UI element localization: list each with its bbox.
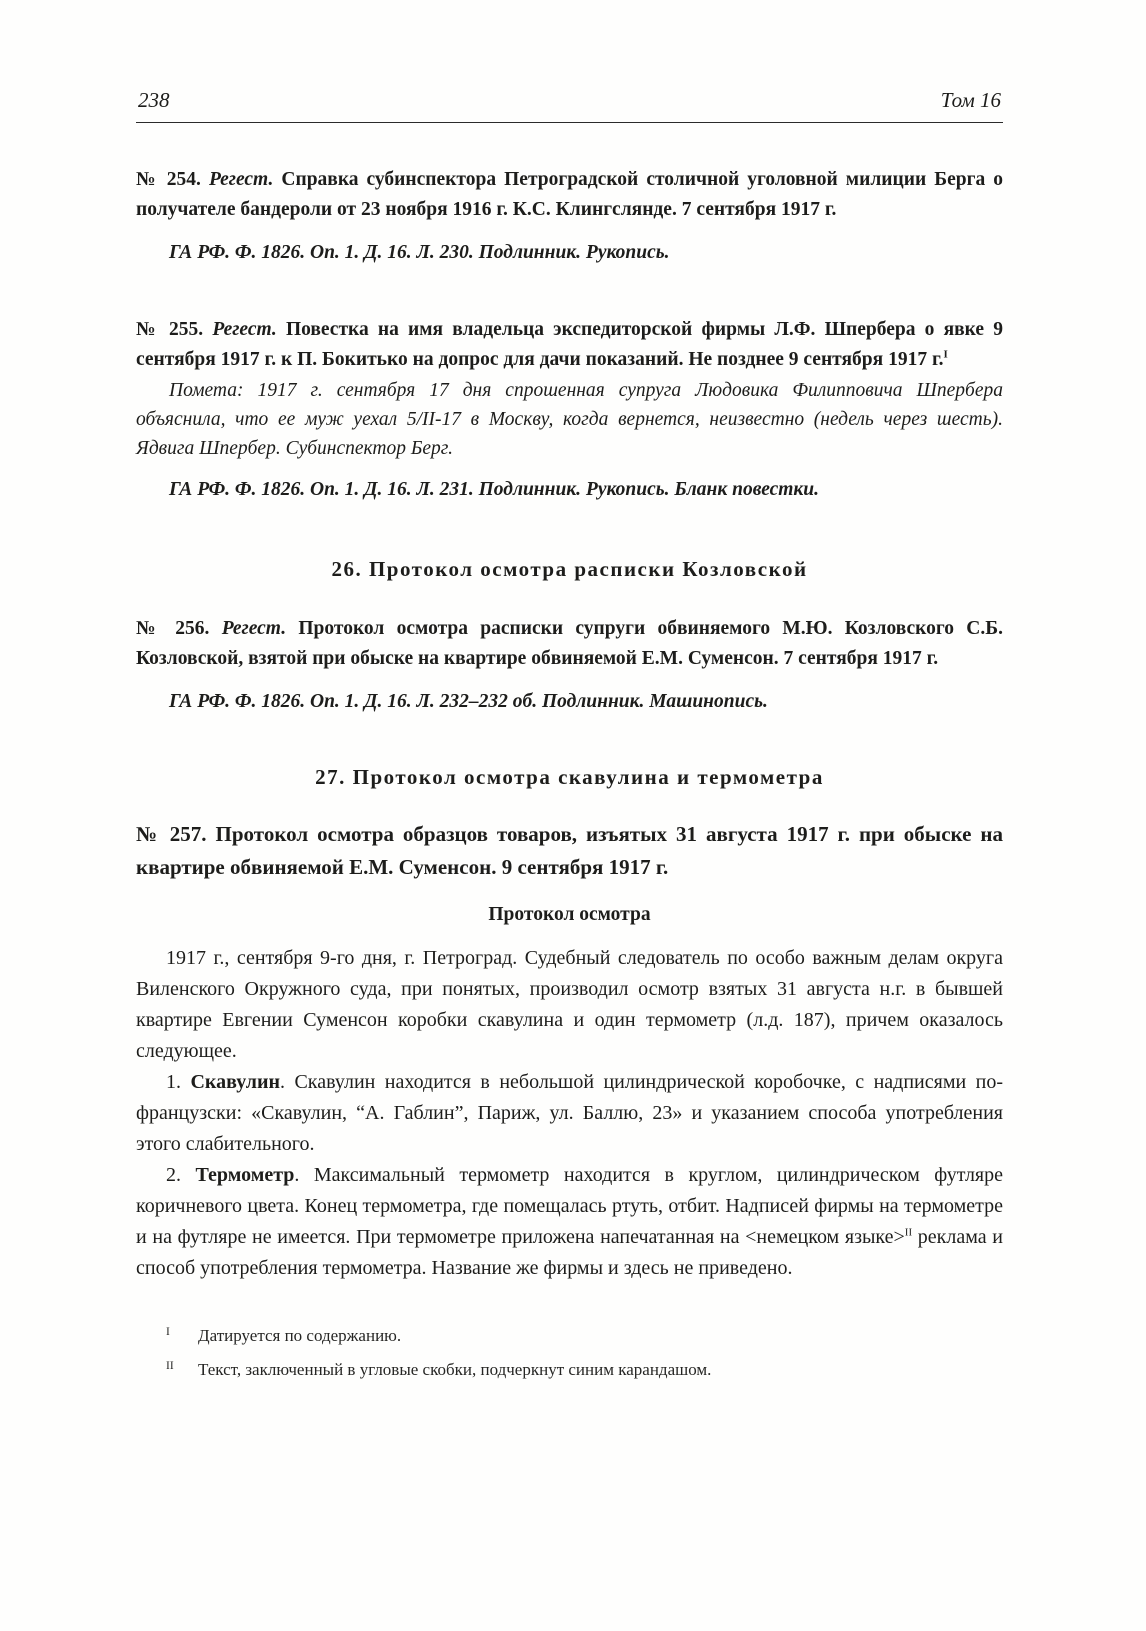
item-2-number: 2. [166, 1164, 196, 1186]
entry-255-archive-reference: ГА РФ. Ф. 1826. Оп. 1. Д. 16. Л. 231. Подлинник. Рукопись. Бланк повестки. [169, 479, 820, 500]
protocol-paragraph-1: 1917 г., сентября 9-го дня, г. Петроград. Судебный следователь по особо важным делам округа Виленского Окружного суда, при понятых, производил осмотр взятых 31 августа н.г. в бывшей квартире Евгении Суменсон коробки скавулина и один термометр (л.д. 187), причем оказалось следующее. [136, 947, 1003, 1062]
volume-label: Том 16 [940, 88, 1001, 112]
entry-255-regest-label: Регест. [212, 319, 277, 340]
item-1-text: . Скавулин находится в небольшой цилиндрической коробочке, с надписями по-французски: «Скавулин, “А. Габлин”, Париж, ул. Баллю, 23» и указанием способа употребления этого слабительного. [136, 1071, 1003, 1155]
entry-256-archive-reference: ГА РФ. Ф. 1826. Оп. 1. Д. 16. Л. 232–232 об. Подлинник. Машинопись. [169, 691, 768, 712]
protocol-item-1 [136, 1067, 1003, 1160]
entry-255-heading [136, 315, 1003, 374]
footnotes-block [136, 1324, 1003, 1382]
item-1-number: 1. [166, 1071, 191, 1093]
entry-255-number: № 255. [136, 319, 204, 340]
section-26-heading: 26. Протокол осмотра расписки Козловской [331, 557, 808, 581]
item-2-text-after: реклама и способ употребления термометра. Название же фирмы и здесь не приведено. [136, 1226, 1003, 1279]
footnote-2-text: Текст, заключенный в угловые скобки, подчеркнут синим карандашом. [198, 1360, 712, 1379]
entry-254-heading [136, 165, 1003, 224]
entry-254-number: № 254. [136, 169, 201, 190]
entry-254-archive-reference: ГА РФ. Ф. 1826. Оп. 1. Д. 16. Л. 230. Подлинник. Рукопись. [169, 242, 670, 263]
section-27-heading: 27. Протокол осмотра скавулина и термометра [315, 765, 824, 789]
entry-256-heading [136, 614, 1003, 673]
entry-255-pometa-note: Помета: 1917 г. сентября 17 дня спрошенная супруга Людовика Филипповича Шпербера объяснила, что ее муж уехал 5/II-17 в Москву, когда вернется, неизвестно (недель через шесть). Ядвига Шпербер. Субинспектор Берг. [136, 380, 1003, 459]
protocol-subheading: Протокол осмотра [488, 904, 651, 925]
footnote-1-marker: I [166, 1326, 170, 1338]
footnote-2-marker: II [166, 1360, 174, 1372]
item-2-footnote-marker: II [904, 1226, 913, 1239]
entry-255-title: Повестка на имя владельца экспедиторской фирмы Л.Ф. Шпербера о явке 9 сентября 1917 г. к П. Бокитько на допрос для дачи показаний. Не позднее 9 сентября 1917 г. [136, 319, 1003, 370]
entry-257-heading: № 257. Протокол осмотра образцов товаров, изъятых 31 августа 1917 г. при обыске на квартире обвиняемой Е.М. Суменсон. 9 сентября 1917 г. [136, 822, 1003, 879]
entry-256-title: Протокол осмотра расписки супруги обвиняемого М.Ю. Козловского С.Б. Козловской, взятой при обыске на квартире обвиняемой Е.М. Суменсон. 7 сентября 1917 г. [136, 618, 1003, 669]
footnote-1 [166, 1324, 1003, 1348]
entry-254-title: Справка субинспектора Петроградской столичной уголовной милиции Берга о получателе бандероли от 23 ноября 1916 г. К.С. Клингслянде. 7 сентября 1917 г. [136, 169, 1004, 220]
entry-256-regest-label: Регест. [221, 618, 287, 639]
item-1-term: Скавулин [190, 1071, 281, 1093]
footnote-1-text: Датируется по содержанию. [198, 1326, 402, 1345]
footnote-2 [166, 1358, 1003, 1382]
entry-255-footnote-marker: I [943, 348, 948, 360]
entry-254-regest-label: Регест. [208, 169, 274, 190]
entry-256-number: № 256. [136, 618, 210, 639]
item-2-text-before: . Максимальный термометр находится в круглом, цилиндрическом футляре коричневого цвета. Конец термометра, где помещалась ртуть, отбит. Надписей фирмы на термометре и на футляре не имеется. При термометре приложена напечатанная на <немецком языке> [136, 1164, 1003, 1248]
page-number: 238 [138, 88, 170, 112]
header-rule [136, 122, 1003, 123]
protocol-item-2 [136, 1160, 1003, 1284]
page-header [136, 88, 1003, 112]
item-2-term: Термометр [195, 1164, 295, 1186]
